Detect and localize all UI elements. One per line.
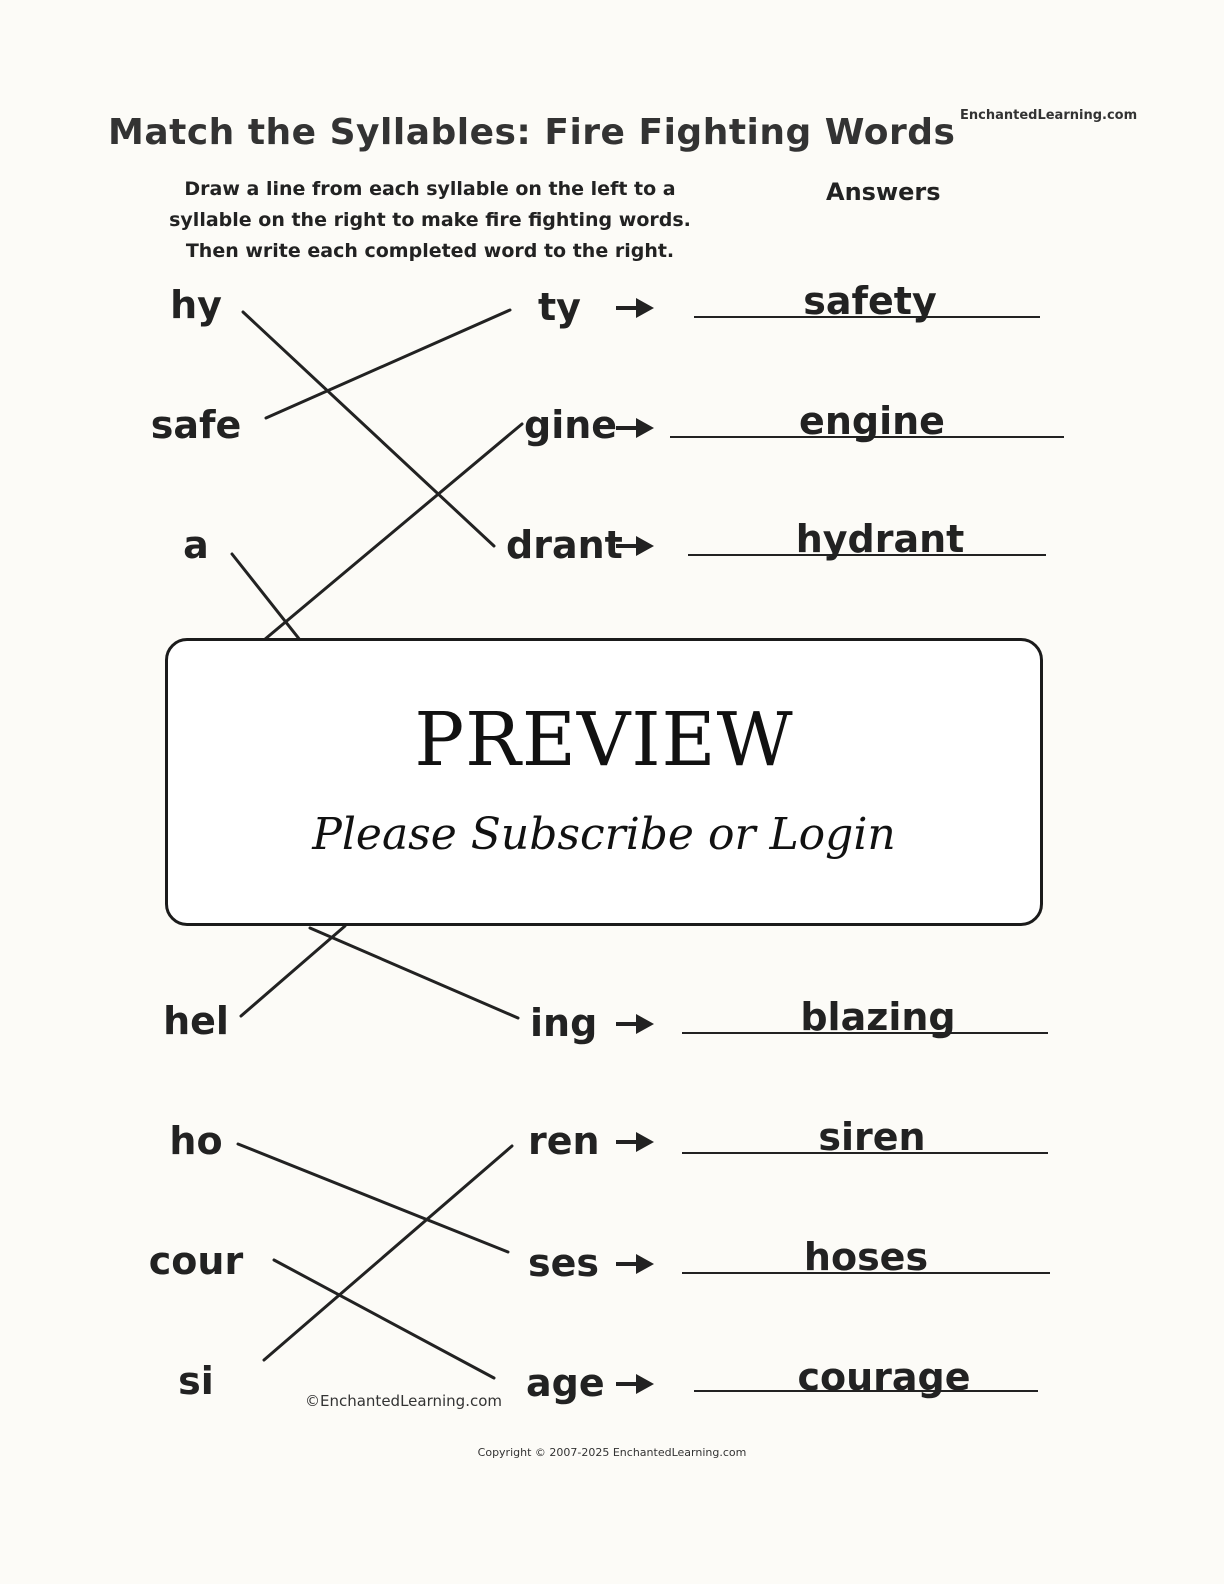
- arrow-icon: [616, 1374, 654, 1394]
- right-syllable-ty: ty: [538, 285, 581, 329]
- preview-overlay[interactable]: [165, 638, 1043, 926]
- right-syllable-ses: ses: [528, 1241, 600, 1285]
- instructions-line-3: Then write each completed word to the right.: [185, 240, 675, 262]
- line-hel-up: [241, 926, 345, 1016]
- line-hy-drant: [243, 312, 494, 546]
- answer-word-hydrant: hydrant: [795, 517, 965, 561]
- line-gine-down: [264, 424, 522, 640]
- instructions-line-1: Draw a line from each syllable on the left to a: [184, 178, 676, 200]
- answer-word-engine: engine: [799, 399, 945, 443]
- arrow-icon: [616, 1014, 654, 1034]
- arrow-icon: [616, 298, 654, 318]
- right-syllable-ing: ing: [530, 1001, 598, 1045]
- site-name[interactable]: EnchantedLearning.com: [960, 108, 1138, 123]
- worksheet-watermark: ©EnchantedLearning.com: [305, 1392, 502, 1410]
- left-syllable-safe: safe: [150, 403, 242, 447]
- answers-heading: Answers: [826, 178, 941, 206]
- answer-word-blazing: blazing: [800, 995, 956, 1039]
- line-safe-ty: [266, 310, 510, 418]
- left-syllable-a: a: [183, 523, 209, 567]
- page-title: Match the Syllables: Fire Fighting Words: [108, 112, 956, 153]
- answer-word-safety: safety: [803, 279, 937, 323]
- right-syllable-ren: ren: [528, 1119, 600, 1163]
- answer-word-siren: siren: [818, 1115, 926, 1159]
- arrow-icon: [616, 418, 654, 438]
- arrow-icon: [616, 1132, 654, 1152]
- left-syllable-si: si: [178, 1359, 214, 1403]
- answer-word-courage: courage: [797, 1355, 971, 1399]
- line-cour-age: [274, 1260, 494, 1378]
- left-syllable-cour: cour: [148, 1239, 244, 1283]
- left-syllable-hel: hel: [163, 999, 229, 1043]
- answer-word-hoses: hoses: [803, 1235, 929, 1279]
- right-syllable-drant: drant: [506, 523, 623, 567]
- preview-subscribe-login-link[interactable]: Please Subscribe or Login: [312, 809, 896, 860]
- line-ing-up: [310, 928, 518, 1018]
- line-ho-ses: [238, 1144, 508, 1252]
- arrow-icon: [616, 536, 654, 556]
- line-si-ren: [264, 1146, 512, 1360]
- left-syllable-hy: hy: [170, 283, 222, 327]
- right-syllable-gine: gine: [524, 403, 618, 447]
- copyright: Copyright © 2007-2025 EnchantedLearning.com: [477, 1446, 747, 1459]
- right-syllable-age: age: [526, 1361, 605, 1405]
- arrow-icon: [616, 1254, 654, 1274]
- line-a-down: [232, 554, 300, 640]
- left-syllable-ho: ho: [169, 1119, 223, 1163]
- instructions-line-2: syllable on the right to make fire fighting words.: [169, 209, 691, 231]
- preview-title: PREVIEW: [414, 697, 794, 783]
